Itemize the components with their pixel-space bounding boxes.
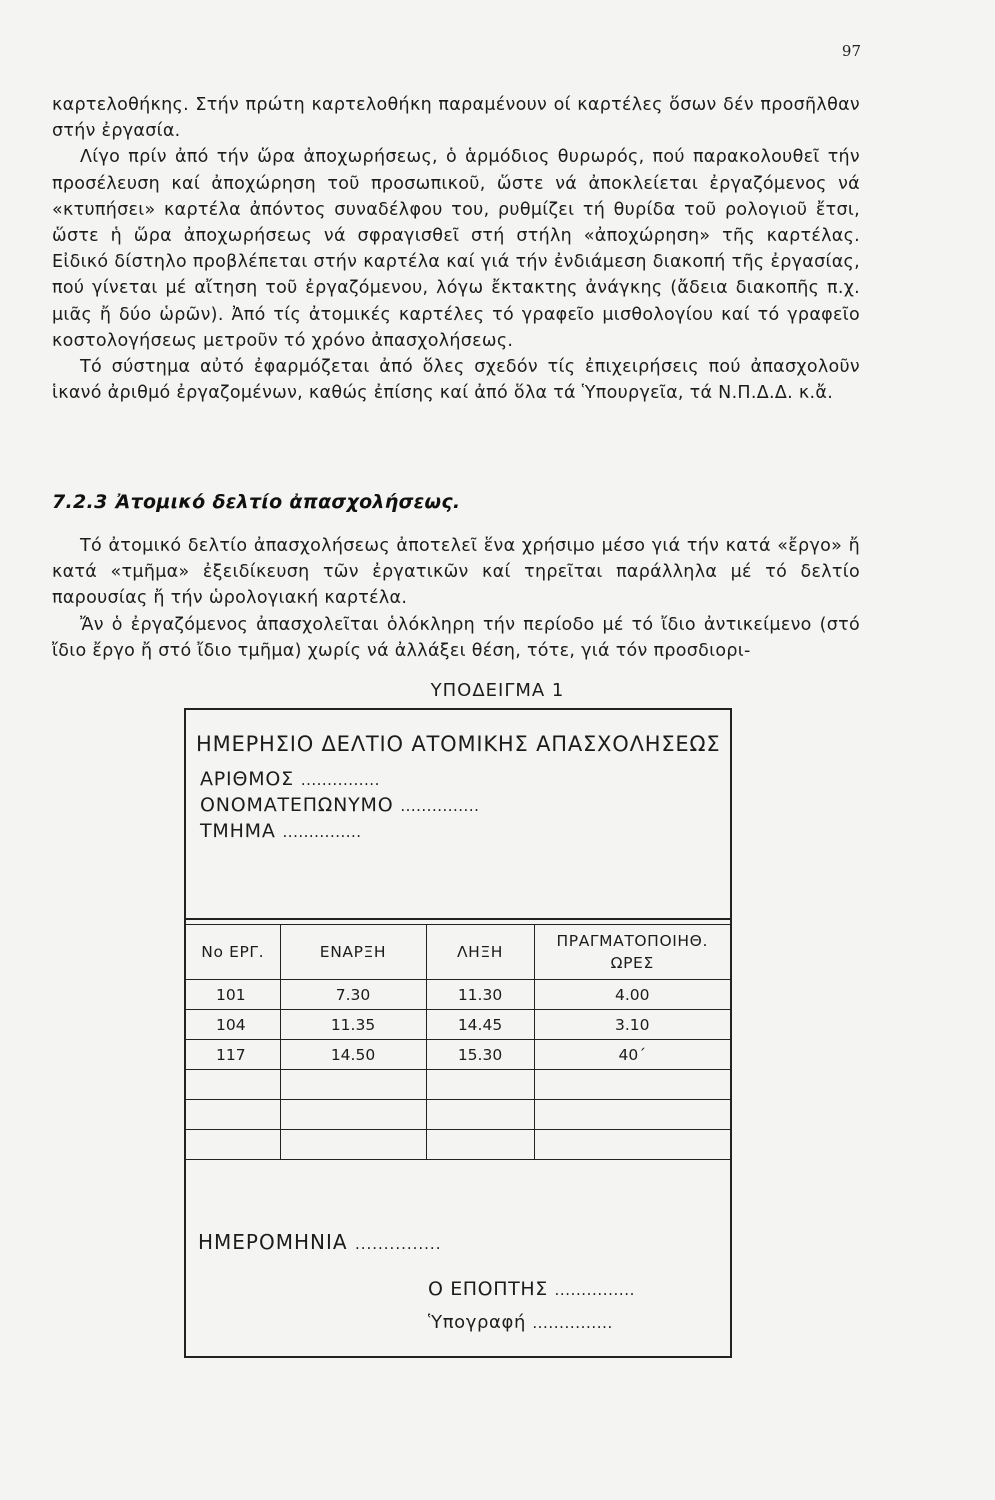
header-end: ΛΗΞΗ bbox=[426, 925, 534, 980]
cell-hours bbox=[534, 1070, 730, 1100]
signature-dots: ............... bbox=[532, 1314, 613, 1332]
signature-field bbox=[428, 1312, 613, 1333]
field-label: ΑΡΙΘΜΟΣ bbox=[200, 768, 294, 790]
date-dots: ............... bbox=[354, 1235, 442, 1253]
paragraph: Ἄν ὁ ἐργαζόμενος ἀπασχολεῖται ὁλόκληρη τήν περίοδο μέ τό ἴδιο ἀντικείμενο (στό ἴδιο ἔργο ἤ στό ἴδιο τμῆμα) χωρίς νά ἀλλάξει θέση, τότε, γιά τόν προσδιορι- bbox=[52, 614, 860, 661]
cell-end bbox=[426, 1130, 534, 1160]
supervisor-label: Ο ΕΠΟΠΤΗΣ bbox=[428, 1278, 548, 1300]
cell-job-no bbox=[186, 1070, 280, 1100]
cell-job-no: 104 bbox=[186, 1010, 280, 1040]
table-row bbox=[186, 1100, 730, 1130]
cell-start bbox=[280, 1100, 426, 1130]
header-hours-line2: ΩΡΕΣ bbox=[610, 954, 654, 972]
cell-job-no bbox=[186, 1100, 280, 1130]
cell-job-no: 101 bbox=[186, 980, 280, 1010]
table-header-row bbox=[186, 925, 730, 980]
field-label: ΟΝΟΜΑΤΕΠΩΝΥΜΟ bbox=[200, 794, 394, 816]
table-row bbox=[186, 1130, 730, 1160]
bottom-text-block bbox=[52, 533, 860, 664]
cell-end bbox=[426, 1100, 534, 1130]
table-row bbox=[186, 1070, 730, 1100]
page-number: 97 bbox=[841, 42, 861, 60]
paragraph: Τό σύστημα αὐτό ἐφαρμόζεται ἀπό ὅλες σχεδόν τίς ἐπιχειρήσεις πού ἀπασχολοῦν ἱκανό ἀριθμό ἐργαζομένων, καθώς ἐπίσης καί ἀπό ὅλα τά Ὑπουργεῖα, τά Ν.Π.Δ.Δ. κ.ἄ. bbox=[52, 357, 860, 404]
employment-form bbox=[184, 708, 732, 1358]
signature-label: Ὑπογραφή bbox=[428, 1312, 526, 1333]
cell-hours: 3.10 bbox=[534, 1010, 730, 1040]
section-title: Ἀτομικό δελτίο ἀπασχολήσεως. bbox=[115, 491, 461, 513]
form-field-department bbox=[200, 820, 362, 842]
cell-job-no bbox=[186, 1130, 280, 1160]
header-hours-line1: ΠΡΑΓΜΑΤΟΠΟΙΗΘ. bbox=[556, 932, 708, 950]
field-dots: ............... bbox=[400, 797, 480, 815]
form-field-name bbox=[200, 794, 479, 816]
cell-job-no: 117 bbox=[186, 1040, 280, 1070]
section-number: 7.2.3 bbox=[52, 491, 108, 513]
cell-start: 11.35 bbox=[280, 1010, 426, 1040]
field-dots: ............... bbox=[282, 823, 362, 841]
header-start: ΕΝΑΡΞΗ bbox=[280, 925, 426, 980]
cell-hours: 40΄ bbox=[534, 1040, 730, 1070]
header-job-no: Νο ΕΡΓ. bbox=[186, 925, 280, 980]
form-field-number bbox=[200, 768, 380, 790]
section-heading bbox=[52, 491, 460, 513]
cell-end: 11.30 bbox=[426, 980, 534, 1010]
form-title: ΗΜΕΡΗΣΙΟ ΔΕΛΤΙΟ ΑΤΟΜΙΚΗΣ ΑΠΑΣΧΟΛΗΣΕΩΣ bbox=[196, 732, 721, 756]
cell-start bbox=[280, 1070, 426, 1100]
paragraph: Τό ἀτομικό δελτίο ἀπασχολήσεως ἀποτελεῖ ἕνα χρήσιμο μέσο γιά τήν κατά «ἔργο» ἤ κατά «τμῆμα» ἐξειδίκευση τῶν ἐργατικῶν καί τηρεῖται παράλληλα μέ τό δελτίο παρουσίας ἤ τήν ὡρολογιακή καρτέλα. bbox=[52, 536, 860, 609]
example-caption: ΥΠΟΔΕΙΓΜΑ 1 bbox=[430, 680, 565, 701]
cell-hours bbox=[534, 1130, 730, 1160]
header-hours bbox=[534, 925, 730, 980]
cell-start: 14.50 bbox=[280, 1040, 426, 1070]
cell-end: 15.30 bbox=[426, 1040, 534, 1070]
cell-end bbox=[426, 1070, 534, 1100]
date-label: ΗΜΕΡΟΜΗΝΙΑ bbox=[198, 1230, 348, 1254]
cell-hours: 4.00 bbox=[534, 980, 730, 1010]
work-log-table bbox=[186, 924, 730, 1160]
supervisor-dots: ............... bbox=[554, 1281, 635, 1299]
table-row bbox=[186, 980, 730, 1010]
field-dots: ............... bbox=[300, 771, 380, 789]
top-text-block bbox=[52, 92, 860, 406]
cell-start: 7.30 bbox=[280, 980, 426, 1010]
table-row bbox=[186, 1040, 730, 1070]
field-label: ΤΜΗΜΑ bbox=[200, 820, 276, 842]
paragraph: καρτελοθήκης. Στήν πρώτη καρτελοθήκη παραμένουν οί καρτέλες ὅσων δέν προσῆλθαν στήν ἐργασία. bbox=[52, 95, 860, 142]
supervisor-field bbox=[428, 1278, 635, 1300]
form-date-field bbox=[198, 1230, 441, 1254]
cell-start bbox=[280, 1130, 426, 1160]
cell-end: 14.45 bbox=[426, 1010, 534, 1040]
paragraph: Λίγο πρίν ἀπό τήν ὥρα ἀποχωρήσεως, ὁ ἁρμόδιος θυρωρός, πού παρακολουθεῖ τήν προσέλευση καί ἀποχώρηση τοῦ προσωπικοῦ, ὥστε νά ἀποκλείεται ἐργαζόμενος νά «κτυπήσει» καρτέλα ἀπόντος συναδέλφου του, ρυθμίζει τή θυρίδα τοῦ ρολογιοῦ ἔτσι, ὥστε ἡ ὥρα ἀποχωρήσεως νά σφραγισθεῖ στή στήλη «ἀποχώρηση» τῆς καρτέλας. Εἰδικό δίστηλο προβλέπεται στήν καρτέλα καί γιά τήν ἐνδιάμεση διακοπή τῆς ἐργασίας, πού γίνεται μέ αἴτηση τοῦ ἐργαζόμενου, λόγω ἔκτακτης ἀνάγκης (ἄδεια διακοπῆς π.χ. μιᾶς ἤ δύο ὡρῶν). Ἀπό τίς ἀτομικές καρτέλες τό γραφεῖο μισθολογίου καί τό γραφεῖο κοστολογήσεως μετροῦν τό χρόνο ἀπασχολήσεως. bbox=[52, 147, 860, 351]
cell-hours bbox=[534, 1100, 730, 1130]
table-row bbox=[186, 1010, 730, 1040]
